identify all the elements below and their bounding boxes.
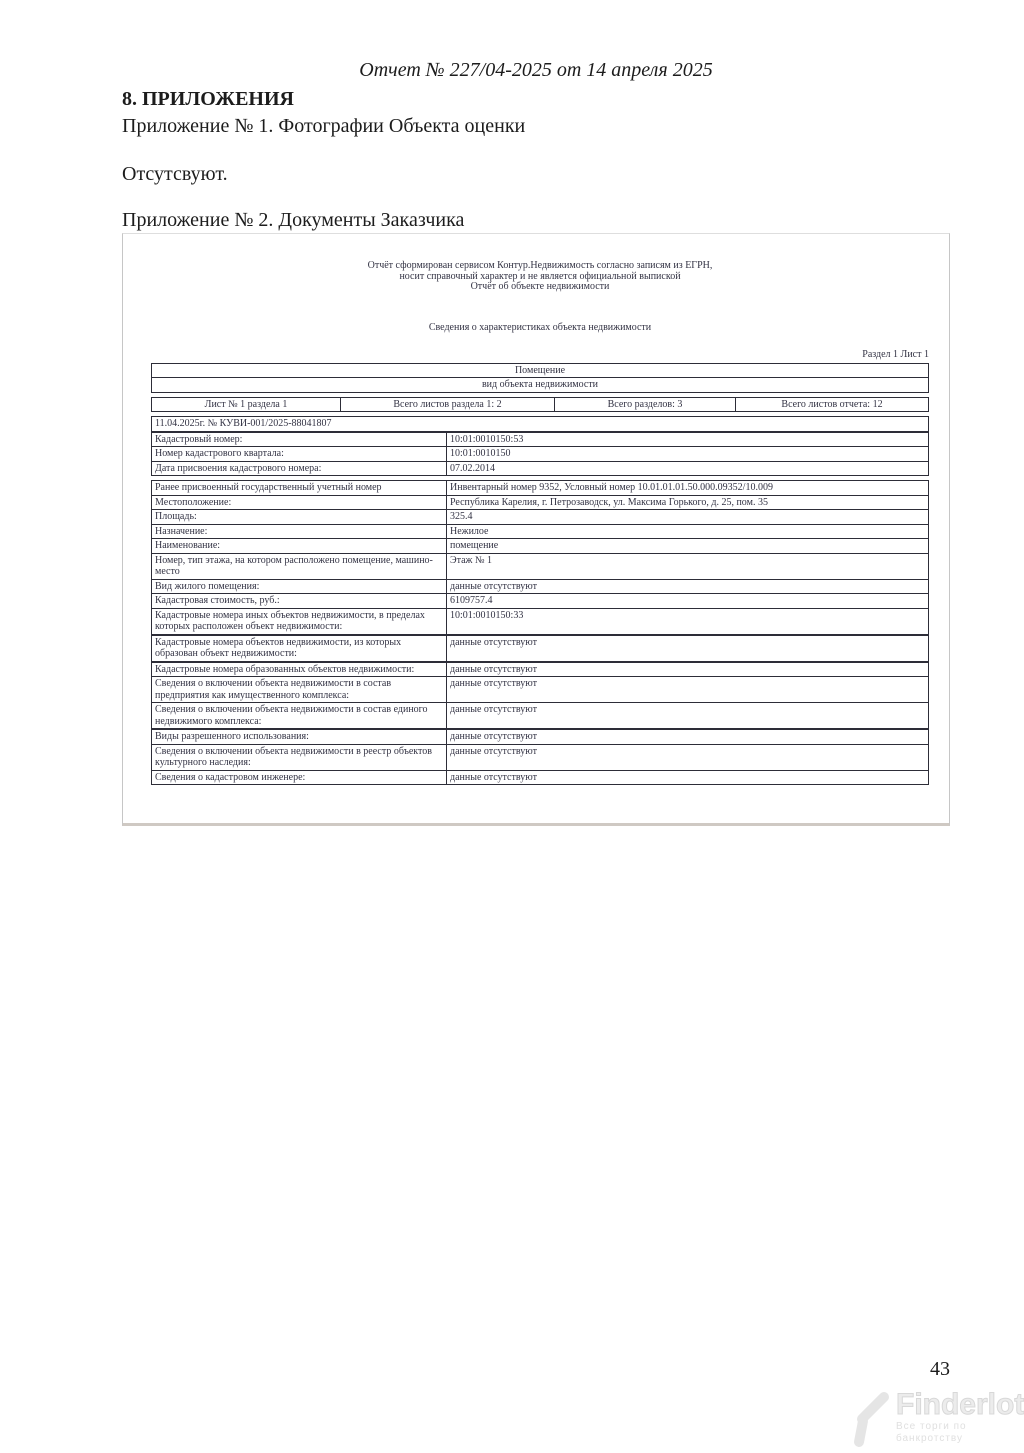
table-row bbox=[152, 703, 929, 729]
row-label: Сведения о включении объекта недвижимости в реестр объектов культурного наследия: bbox=[152, 744, 447, 770]
appendix1-body: Отсутсвуют. bbox=[122, 163, 228, 185]
row-value: данные отсутствуют bbox=[447, 703, 929, 729]
row-value: 07.02.2014 bbox=[447, 461, 929, 476]
scan-table bbox=[151, 729, 929, 785]
row-label: Сведения о кадастровом инженере: bbox=[152, 770, 447, 785]
row-value: Инвентарный номер 9352, Условный номер 10.01.01.01.50.000.09352/10.009 bbox=[447, 481, 929, 496]
scan-tables bbox=[151, 363, 929, 786]
scan-table bbox=[151, 635, 929, 662]
scan-table bbox=[151, 662, 929, 730]
row-label: Площадь: bbox=[152, 510, 447, 525]
watermark-brand: Finderlot bbox=[896, 1388, 1024, 1421]
appendix1-title: Приложение № 1. Фотографии Объекта оценки bbox=[122, 115, 526, 137]
row-value: данные отсутствуют bbox=[447, 677, 929, 703]
table-row bbox=[152, 432, 929, 447]
table-row bbox=[152, 481, 929, 496]
watermark-text bbox=[896, 1390, 1024, 1445]
finderlot-logo-icon bbox=[846, 1392, 892, 1453]
scan-header-line: Отчёт сформирован сервисом Контур.Недвижимость согласно записям из ЕГРН, bbox=[367, 260, 713, 271]
row-value: данные отсутствуют bbox=[447, 744, 929, 770]
row-label: Сведения о включении объекта недвижимости в состав единого недвижимого комплекса: bbox=[152, 703, 447, 729]
table-row bbox=[152, 510, 929, 525]
scan-table bbox=[151, 480, 929, 635]
sheet-info-cell: Всего разделов: 3 bbox=[555, 397, 736, 412]
scanned-document bbox=[122, 233, 950, 826]
row-value: 6109757.4 bbox=[447, 594, 929, 609]
table-row bbox=[152, 378, 929, 393]
watermark-tagline: Все торги по банкротству bbox=[896, 1421, 967, 1444]
table-row bbox=[152, 608, 929, 634]
row-value: Республика Карелия, г. Петрозаводск, ул. Максима Горького, д. 25, пом. 35 bbox=[447, 495, 929, 510]
row-label: Вид жилого помещения: bbox=[152, 579, 447, 594]
scan-header-line: Отчёт об объекте недвижимости bbox=[470, 281, 610, 292]
table-row bbox=[152, 363, 929, 378]
report-header: Отчет № 227/04-2025 от 14 апреля 2025 bbox=[359, 59, 713, 81]
sheet-info-row bbox=[152, 397, 929, 412]
row-value: данные отсутствуют bbox=[447, 730, 929, 745]
table-row bbox=[152, 594, 929, 609]
page-number: 43 bbox=[930, 1358, 950, 1380]
row-value: 10:01:0010150:33 bbox=[447, 608, 929, 634]
scan-table bbox=[151, 363, 929, 393]
table-row bbox=[152, 539, 929, 554]
scan-subtitle: Сведения о характеристиках объекта недвижимости bbox=[428, 321, 652, 333]
row-label: Дата присвоения кадастрового номера: bbox=[152, 461, 447, 476]
table-row bbox=[152, 495, 929, 510]
row-label: Местоположение: bbox=[152, 495, 447, 510]
table-row bbox=[152, 553, 929, 579]
row-value: 10:01:0010150 bbox=[447, 447, 929, 462]
section-title: 8. ПРИЛОЖЕНИЯ bbox=[122, 88, 294, 110]
table-row bbox=[152, 447, 929, 462]
table-row bbox=[152, 744, 929, 770]
row-label: Номер кадастрового квартала: bbox=[152, 447, 447, 462]
scan-table bbox=[151, 416, 929, 432]
table-row bbox=[152, 524, 929, 539]
row-value: Этаж № 1 bbox=[447, 553, 929, 579]
row-label: Кадастровые номера иных объектов недвижимости, в пределах которых расположен объект недвижимости: bbox=[152, 608, 447, 634]
table-row bbox=[152, 461, 929, 476]
table-row bbox=[152, 677, 929, 703]
finderlot-watermark bbox=[846, 1390, 1024, 1453]
section-sheet-label: Раздел 1 Лист 1 bbox=[862, 348, 929, 360]
row-value: данные отсутствуют bbox=[447, 635, 929, 661]
row-value: 10:01:0010150:53 bbox=[447, 432, 929, 447]
row-value: данные отсутствуют bbox=[447, 579, 929, 594]
row-label: Ранее присвоенный государственный учетный номер bbox=[152, 481, 447, 496]
scan-header-line: носит справочный характер и не является официальной выпиской bbox=[399, 270, 681, 282]
row-label: Кадастровые номера образованных объектов недвижимости: bbox=[152, 662, 447, 677]
row-label: Кадастровая стоимость, руб.: bbox=[152, 594, 447, 609]
sheet-info-cell: Лист № 1 раздела 1 bbox=[152, 397, 341, 412]
row-value: данные отсутствуют bbox=[447, 770, 929, 785]
scan-table bbox=[151, 397, 929, 413]
table-cell: Помещение bbox=[152, 363, 929, 378]
table-row bbox=[152, 417, 929, 432]
row-value: данные отсутствуют bbox=[447, 662, 929, 677]
row-value: помещение bbox=[447, 539, 929, 554]
row-label: Наименование: bbox=[152, 539, 447, 554]
sheet-info-cell: Всего листов отчета: 12 bbox=[736, 397, 929, 412]
table-row bbox=[152, 770, 929, 785]
table-row bbox=[152, 730, 929, 745]
table-cell: вид объекта недвижимости bbox=[152, 378, 929, 393]
table-row bbox=[152, 635, 929, 661]
row-label: Виды разрешенного использования: bbox=[152, 730, 447, 745]
table-row bbox=[152, 579, 929, 594]
row-label: Кадастровый номер: bbox=[152, 432, 447, 447]
scan-table bbox=[151, 432, 929, 477]
row-value: Нежилое bbox=[447, 524, 929, 539]
row-value: 325.4 bbox=[447, 510, 929, 525]
scan-header-lines bbox=[151, 261, 929, 293]
appendix2-title: Приложение № 2. Документы Заказчика bbox=[122, 209, 465, 231]
row-label: Номер, тип этажа, на котором расположено помещение, машино-место bbox=[152, 553, 447, 579]
scan-content bbox=[151, 234, 929, 785]
table-cell: 11.04.2025г. № КУВИ-001/2025-88041807 bbox=[152, 417, 929, 432]
row-label: Сведения о включении объекта недвижимости в состав предприятия как имущественного комплекса: bbox=[152, 677, 447, 703]
table-row bbox=[152, 662, 929, 677]
row-label: Кадастровые номера объектов недвижимости, из которых образован объект недвижимости: bbox=[152, 635, 447, 661]
row-label: Назначение: bbox=[152, 524, 447, 539]
sheet-info-cell: Всего листов раздела 1: 2 bbox=[341, 397, 555, 412]
